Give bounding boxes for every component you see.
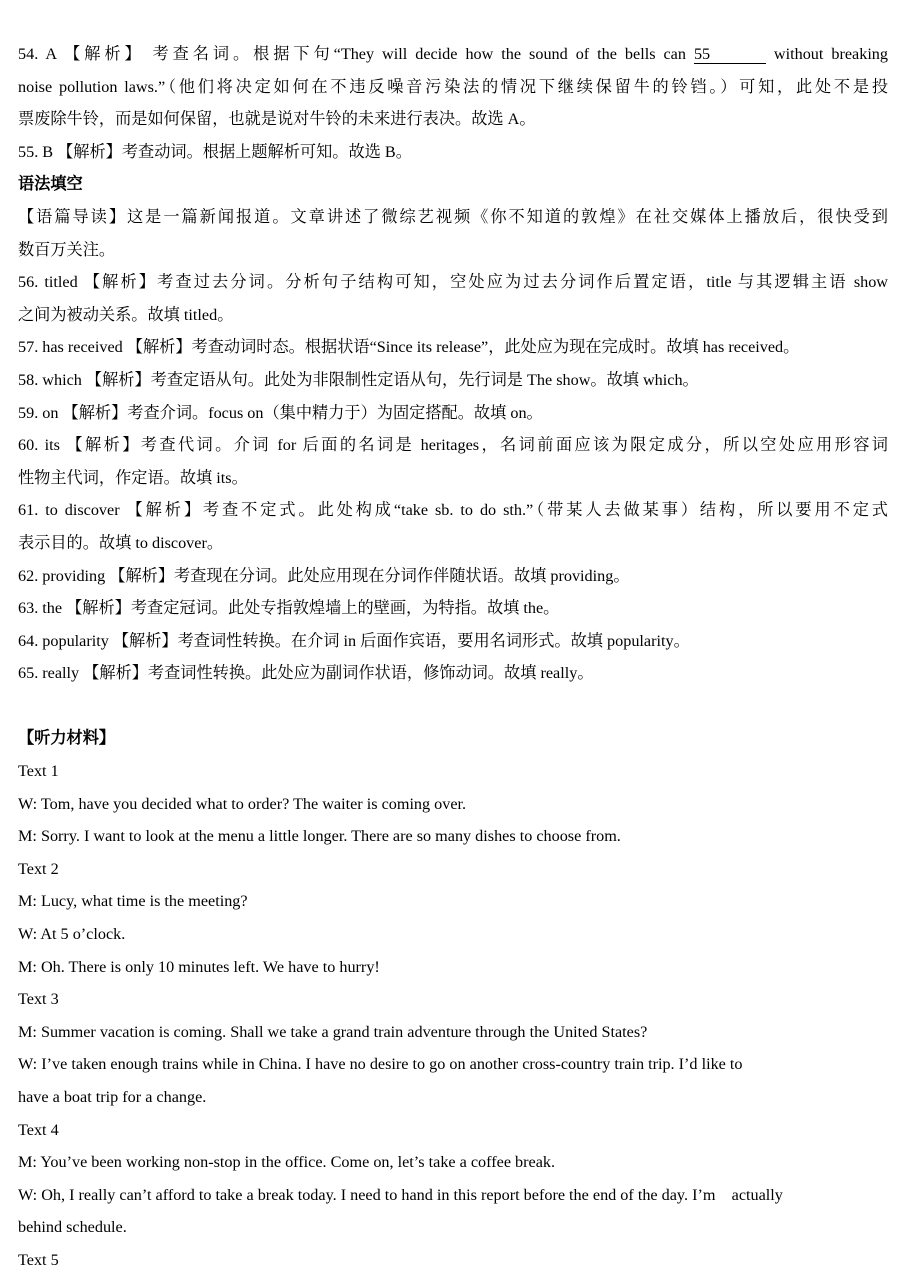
- answer-54-line-2: noise pollution laws.”（他们将决定如何在不违反噪音污染法的情况下继续保留牛的铃铛。）可知，此处不是投: [18, 77, 888, 96]
- answer-54-blank: 55: [694, 45, 766, 64]
- section-heading-grammar: 语法填空: [18, 175, 83, 194]
- text-2-line-3: M: Oh. There is only 10 minutes left. We have to hurry!: [18, 957, 380, 976]
- answer-60-line-2: 性物主代词，作定语。故填 its。: [18, 468, 248, 487]
- text-3-line-1: M: Summer vacation is coming. Shall we take a grand train adventure through the United States?: [18, 1022, 648, 1041]
- text-3-title: Text 3: [18, 990, 59, 1009]
- text-3-line-2: W: I’ve taken enough trains while in China. I have no desire to go on another cross-country train trip. I’d like to: [18, 1055, 743, 1074]
- text-2-line-2: W: At 5 o’clock.: [18, 925, 126, 944]
- text-2-line-1: M: Lucy, what time is the meeting?: [18, 892, 248, 911]
- answer-55: 55. B 【解析】考查动词。根据上题解析可知。故选 B。: [18, 142, 412, 161]
- answer-59: 59. on 【解析】考查介词。focus on（集中精力于）为固定搭配。故填 on。: [18, 403, 543, 422]
- answer-65: 65. really 【解析】考查词性转换。此处应为副词作状语，修饰动词。故填 really。: [18, 664, 594, 683]
- answer-54-line-3: 票废除牛铃，而是如何保留，也就是说对牛铃的未来进行表决。故选 A。: [18, 110, 536, 129]
- text-4-line-3: behind schedule.: [18, 1218, 127, 1237]
- text-4-title: Text 4: [18, 1120, 59, 1139]
- answer-62: 62. providing 【解析】考查现在分词。此处应用现在分词作伴随状语。故填 providing。: [18, 566, 630, 585]
- text-1-title: Text 1: [18, 762, 59, 781]
- text-2-title: Text 2: [18, 859, 59, 878]
- document-page: [18, 38, 888, 1277]
- answer-57: 57. has received 【解析】考查动词时态。根据状语“Since its release”，此处应为现在完成时。故填 has received。: [18, 338, 800, 357]
- text-4-line-1: M: You’ve been working non-stop in the office. Come on, let’s take a coffee break.: [18, 1153, 556, 1172]
- answer-54-line-1: [18, 38, 888, 71]
- answer-54-tail: without breaking: [773, 45, 888, 63]
- answer-63: 63. the 【解析】考查定冠词。此处专指敦煌墙上的壁画，为特指。故填 the。: [18, 599, 560, 618]
- text-3-line-3: have a boat trip for a change.: [18, 1088, 207, 1106]
- text-1-line-2: M: Sorry. I want to look at the menu a little longer. There are so many dishes to choose from.: [18, 827, 621, 846]
- section-heading-listening: 【听力材料】: [18, 729, 116, 748]
- answer-61-line-2: 表示目的。故填 to discover。: [18, 533, 224, 552]
- grammar-intro-line-2: 数百万关注。: [18, 240, 116, 259]
- answer-58: 58. which 【解析】考查定语从句。此处为非限制性定语从句，先行词是 The show。故填 which。: [18, 370, 699, 389]
- text-5-title: Text 5: [18, 1250, 59, 1269]
- grammar-intro-line-1: 【语篇导读】这是一篇新闻报道。文章讲述了微综艺视频《你不知道的敦煌》在社交媒体上播放后，很快受到: [18, 207, 888, 226]
- text-1-line-1: W: Tom, have you decided what to order? The waiter is coming over.: [18, 794, 467, 813]
- answer-56-line-1: 56. titled 【解析】考查过去分词。分析句子结构可知，空处应为过去分词作后置定语，title 与其逻辑主语 show: [18, 273, 888, 292]
- section-spacer: [18, 690, 888, 723]
- answer-64: 64. popularity 【解析】考查词性转换。在介词 in 后面作宾语，要用名词形式。故填 popularity。: [18, 631, 690, 650]
- answer-60-line-1: 60. its 【解析】考查代词。介词 for 后面的名词是 heritages，名词前面应该为限定成分，所以空处应用形容词: [18, 436, 888, 455]
- text-4-line-2: W: Oh, I really can’t afford to take a break today. I need to hand in this report before the end of the day. I’m actually: [18, 1185, 783, 1204]
- answer-54-text: 54. A 【解析】 考查名词。根据下句“They will decide how the sound of the bells can: [18, 45, 686, 63]
- answer-56-line-2: 之间为被动关系。故填 titled。: [18, 305, 234, 324]
- answer-61-line-1: 61. to discover 【解析】考查不定式。此处构成“take sb. to do sth.”（带某人去做某事）结构，所以要用不定式: [18, 501, 888, 520]
